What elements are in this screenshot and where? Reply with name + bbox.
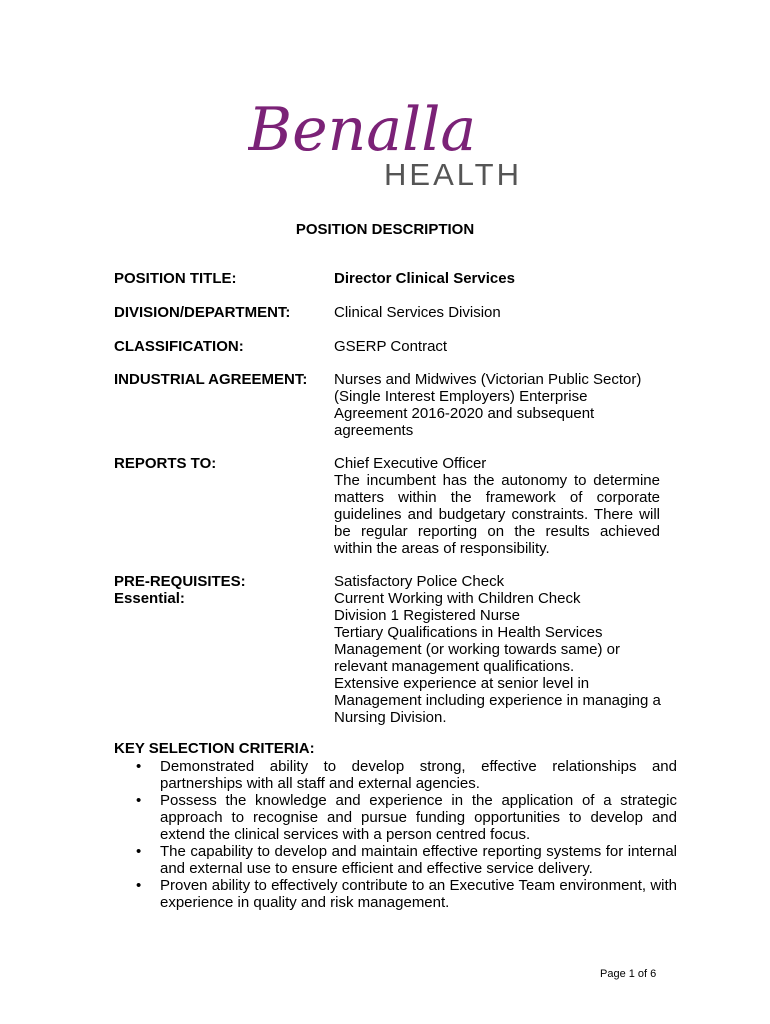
division-label: DIVISION/DEPARTMENT: bbox=[114, 304, 291, 321]
document-title: POSITION DESCRIPTION bbox=[295, 221, 475, 238]
agreement-line: agreements bbox=[334, 422, 414, 439]
division-value: Clinical Services Division bbox=[334, 304, 501, 321]
prerequisite-line: Management including experience in managing a bbox=[334, 692, 661, 709]
ksc-list bbox=[114, 758, 677, 911]
ksc-item-text: The capability to develop and maintain effective reporting systems for internal and external use to ensure efficient and effective service delivery. bbox=[160, 843, 677, 877]
page-number: Page 1 of 6 bbox=[600, 968, 657, 980]
prerequisite-line: Satisfactory Police Check bbox=[334, 573, 505, 590]
ksc-item bbox=[114, 758, 677, 792]
bullet-icon: • bbox=[136, 792, 142, 809]
classification-value: GSERP Contract bbox=[334, 338, 448, 355]
reports-to-value bbox=[334, 455, 660, 557]
bullet-icon: • bbox=[136, 758, 142, 775]
prerequisites-sublabel: Essential: bbox=[114, 590, 185, 607]
ksc-item-text: Demonstrated ability to develop strong, effective relationships and partnerships with all staff and external agencies. bbox=[160, 758, 677, 792]
reports-to-role: Chief Executive Officer bbox=[334, 455, 487, 472]
prerequisite-line: Current Working with Children Check bbox=[334, 590, 581, 607]
prerequisites-label bbox=[114, 573, 246, 607]
ksc-item-text: Possess the knowledge and experience in the application of a strategic approach to recognise and pursue funding opportunities to develop and extend the clinical services with a person centred focus. bbox=[160, 792, 677, 843]
prerequisite-line: relevant management qualifications. bbox=[334, 658, 575, 675]
industrial-agreement-label: INDUSTRIAL AGREEMENT: bbox=[114, 371, 308, 388]
benalla-health-logo bbox=[248, 84, 538, 194]
prerequisites-heading: PRE-REQUISITES: bbox=[114, 573, 246, 590]
agreement-line: Nurses and Midwives (Victorian Public Sector) bbox=[334, 371, 642, 388]
industrial-agreement-value bbox=[334, 371, 660, 439]
prerequisites-value bbox=[334, 573, 679, 726]
agreement-line: Agreement 2016-2020 and subsequent bbox=[334, 405, 595, 422]
ksc-title: KEY SELECTION CRITERIA: bbox=[114, 740, 315, 757]
bullet-icon: • bbox=[136, 877, 142, 894]
classification-label: CLASSIFICATION: bbox=[114, 338, 244, 355]
reports-to-label: REPORTS TO: bbox=[114, 455, 217, 472]
reports-to-description: The incumbent has the autonomy to determine matters within the framework of corporate guidelines and budgetary constraints. There will be regular reporting on the results achieved within the areas of responsibility. bbox=[334, 472, 660, 557]
position-title-label: POSITION TITLE: bbox=[114, 270, 237, 287]
prerequisite-line: Management (or working towards same) or bbox=[334, 641, 620, 658]
logo-name: Benalla bbox=[248, 95, 477, 165]
logo-sub: HEALTH bbox=[384, 157, 523, 192]
position-title-value: Director Clinical Services bbox=[334, 270, 515, 287]
prerequisite-line: Extensive experience at senior level in bbox=[334, 675, 590, 692]
agreement-line: (Single Interest Employers) Enterprise bbox=[334, 388, 588, 405]
ksc-item bbox=[114, 877, 677, 911]
ksc-item bbox=[114, 843, 677, 877]
ksc-item bbox=[114, 792, 677, 843]
prerequisite-line: Tertiary Qualifications in Health Services bbox=[334, 624, 603, 641]
bullet-icon: • bbox=[136, 843, 142, 860]
ksc-item-text: Proven ability to effectively contribute to an Executive Team environment, with experience in quality and risk management. bbox=[160, 877, 677, 911]
prerequisite-line: Division 1 Registered Nurse bbox=[334, 607, 520, 624]
prerequisite-line: Nursing Division. bbox=[334, 709, 447, 726]
